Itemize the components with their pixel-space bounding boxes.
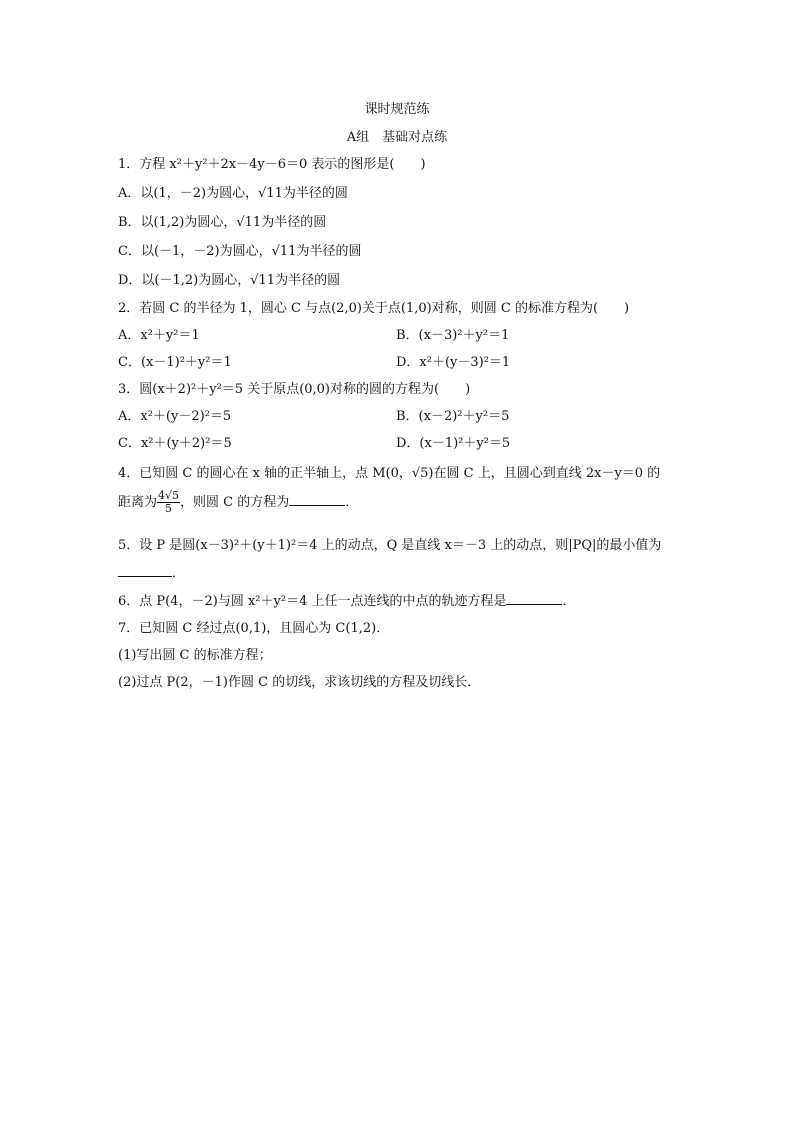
- q6-answer-blank[interactable]: [506, 592, 562, 605]
- q3-stem: 3．圆(x＋2)²＋y²＝5 关于原点(0,0)对称的圆的方程为( ): [118, 382, 471, 397]
- q6-period: ．: [562, 594, 576, 609]
- q4-distance-fraction: [157, 490, 180, 515]
- q2-stem: 2．若圆 C 的半径为 1，圆心 C 与点(2,0)关于点(1,0)对称，则圆 C 的标准方程为( ): [118, 301, 630, 316]
- q7-part1: (1)写出圆 C 的标准方程；: [118, 648, 272, 663]
- section-subtitle: A组 基础对点练: [346, 130, 448, 145]
- q4-period: ．: [345, 495, 359, 510]
- q4-question-text: ，则圆 C 的方程为: [180, 495, 290, 510]
- q1-option-b: B．以(1,2)为圆心，√11为半径的圆: [118, 215, 327, 230]
- q3-option-b: B．(x－2)²＋y²＝5: [396, 409, 510, 424]
- q3-option-c: C．x²＋(y＋2)²＝5: [118, 436, 232, 451]
- q5-period: ．: [172, 566, 186, 581]
- q2-option-a: A．x²＋y²＝1: [118, 328, 200, 343]
- q1-option-a: A．以(1，－2)为圆心，√11为半径的圆: [118, 186, 348, 201]
- q7-part2: (2)过点 P(2，－1)作圆 C 的切线，求该切线的方程及切线长．: [118, 675, 481, 690]
- q4-line1: 4．已知圆 C 的圆心在 x 轴的正半轴上，点 M(0，√5)在圆 C 上，且圆心到直线 2x－y＝0 的: [118, 466, 661, 481]
- q5-line2: [118, 562, 185, 581]
- q2-option-d: D．x²＋(y－3)²＝1: [396, 355, 511, 370]
- q3-option-d: D．(x－1)²＋y²＝5: [396, 436, 511, 451]
- q4-fraction-denominator: 5: [165, 502, 173, 515]
- q2-option-b: B．(x－3)²＋y²＝1: [396, 328, 510, 343]
- page-title: 课时规范练: [364, 102, 430, 117]
- q3-option-a: A．x²＋(y－2)²＝5: [118, 409, 232, 424]
- q1-option-d: D．以(－1,2)为圆心，√11为半径的圆: [118, 273, 341, 288]
- q6-line: [118, 590, 576, 609]
- q1-stem: 1．方程 x²＋y²＋2x－4y－6＝0 表示的图形是( ): [118, 157, 426, 172]
- q4-fraction-numerator: 4√5: [158, 489, 180, 502]
- q4-line2: [118, 490, 358, 515]
- q7-stem: 7．已知圆 C 经过点(0,1)，且圆心为 C(1,2)．: [118, 621, 390, 636]
- q6-question-text: 6．点 P(4，－2)与圆 x²＋y²＝4 上任一点连线的中点的轨迹方程是: [118, 594, 507, 609]
- q5-line1: 5．设 P 是圆(x－3)²＋(y＋1)²＝4 上的动点，Q 是直线 x＝－3 上的动点，则|PQ|的最小值为: [118, 538, 662, 553]
- q4-distance-label: 距离为: [118, 495, 158, 510]
- q1-option-c: C．以(－1，－2)为圆心，√11为半径的圆: [118, 244, 362, 259]
- q4-answer-blank[interactable]: [289, 493, 345, 506]
- q2-option-c: C．(x－1)²＋y²＝1: [118, 355, 232, 370]
- q5-answer-blank[interactable]: [118, 564, 172, 577]
